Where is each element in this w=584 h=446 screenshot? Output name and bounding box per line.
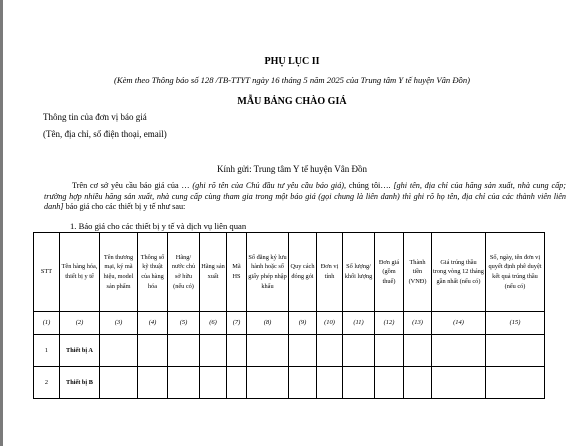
intro-text-3: báo giá cho các thiết bị y tế như sau: xyxy=(63,202,186,211)
empty-cell xyxy=(404,335,432,367)
header-cell: Thông số kỹ thuật của hàng hóa xyxy=(138,233,168,312)
empty-cell xyxy=(289,367,317,399)
header-cell: Số đăng ký lưu hành hoặc số giấy phép nhập khẩu xyxy=(247,233,289,312)
vendor-info-hint: (Tên, địa chỉ, số điện thoại, email) xyxy=(43,129,167,139)
empty-cell xyxy=(375,367,404,399)
header-row xyxy=(34,233,545,312)
table-row xyxy=(34,367,545,399)
form-title: MẪU BẢNG CHÀO GIÁ xyxy=(237,96,347,107)
section-title: 1. Báo giá cho các thiết bị y tế và dịch vụ liên quan xyxy=(70,221,247,231)
column-number: (8) xyxy=(247,312,289,335)
row-stt: 1 xyxy=(34,335,60,367)
greeting: Kính gửi: Trung tâm Y tế huyện Vân Đồn xyxy=(216,164,368,174)
column-number: (14) xyxy=(432,312,486,335)
column-number: (7) xyxy=(227,312,247,335)
header-cell: Số, ngày, tên đơn vị quyết định phê duyệt kết quả trúng thầu (nếu có) xyxy=(486,233,545,312)
empty-cell xyxy=(138,335,168,367)
header-cell: Tên hàng hóa, thiết bị y tế xyxy=(60,233,100,312)
appendix-title: PHỤ LỤC II xyxy=(264,56,320,67)
header-cell: Hãng/ nước chủ sở hữu (nếu có) xyxy=(168,233,200,312)
empty-cell xyxy=(227,367,247,399)
header-cell: Số lượng/ khối lượng xyxy=(343,233,375,312)
empty-cell xyxy=(227,335,247,367)
intro-text-1: Trên cơ sở yêu cầu báo giá của … xyxy=(72,181,193,190)
empty-cell xyxy=(247,335,289,367)
header-cell: Đơn giá (gồm thuế) xyxy=(375,233,404,312)
empty-cell xyxy=(289,335,317,367)
header-cell: STT xyxy=(34,233,60,312)
row-device-name: Thiết bị B xyxy=(60,367,100,399)
table-row xyxy=(34,335,545,367)
header-cell: Tên thương mại, ký mã hiệu, model sản phẩm xyxy=(100,233,138,312)
intro-paragraph xyxy=(44,181,566,213)
column-number: (12) xyxy=(375,312,404,335)
row-stt: 2 xyxy=(34,367,60,399)
empty-cell xyxy=(100,335,138,367)
empty-cell xyxy=(247,367,289,399)
column-number: (2) xyxy=(60,312,100,335)
empty-cell xyxy=(138,367,168,399)
header-cell: Giá trúng thầu trong vòng 12 tháng gần nhất (nếu có) xyxy=(432,233,486,312)
empty-cell xyxy=(200,335,227,367)
empty-cell xyxy=(486,367,545,399)
empty-cell xyxy=(432,335,486,367)
empty-cell xyxy=(317,335,343,367)
empty-cell xyxy=(343,335,375,367)
column-number: (11) xyxy=(343,312,375,335)
empty-cell xyxy=(404,367,432,399)
column-number: (13) xyxy=(404,312,432,335)
column-number: (4) xyxy=(138,312,168,335)
column-number: (3) xyxy=(100,312,138,335)
appendix-subtitle: (Kèm theo Thông báo số 128 /TB-TTYT ngày 16 tháng 5 năm 2025 của Trung tâm Y tế huyện Vân Đồn) xyxy=(113,75,470,85)
header-cell: Thành tiền (VNĐ) xyxy=(404,233,432,312)
empty-cell xyxy=(200,367,227,399)
empty-cell xyxy=(486,335,545,367)
column-number: (5) xyxy=(168,312,200,335)
column-number: (1) xyxy=(34,312,60,335)
empty-cell xyxy=(168,367,200,399)
intro-text-2: , chúng tôi…. xyxy=(344,181,394,190)
intro-italic-1: (ghi rõ tên của Chủ đầu tư yêu cầu báo giá) xyxy=(192,181,345,190)
header-cell: Hãng sản xuất xyxy=(200,233,227,312)
row-device-name: Thiết bị A xyxy=(60,335,100,367)
empty-cell xyxy=(168,335,200,367)
column-number: (15) xyxy=(486,312,545,335)
vendor-info-label: Thông tin của đơn vị báo giá xyxy=(43,112,147,122)
empty-cell xyxy=(100,367,138,399)
empty-cell xyxy=(343,367,375,399)
intro-italic-2: [ghi tên, địa chỉ của hãng sản xuất, nhà cung cấp; trường hợp nhiều hãng sản xuất, nhà cung cấp cùng tham gia trong một báo giá (gọi chung là liên danh) thì ghi rõ họ tên, địa chỉ của các thành viên liên danh] xyxy=(44,181,566,211)
quote-table xyxy=(33,232,545,399)
header-cell: Đơn vị tính xyxy=(317,233,343,312)
header-cell: Mã HS xyxy=(227,233,247,312)
header-cell: Quy cách đóng gói xyxy=(289,233,317,312)
column-number: (10) xyxy=(317,312,343,335)
column-number: (9) xyxy=(289,312,317,335)
empty-cell xyxy=(317,367,343,399)
empty-cell xyxy=(375,335,404,367)
empty-cell xyxy=(432,367,486,399)
column-number-row xyxy=(34,312,545,335)
column-number: (6) xyxy=(200,312,227,335)
